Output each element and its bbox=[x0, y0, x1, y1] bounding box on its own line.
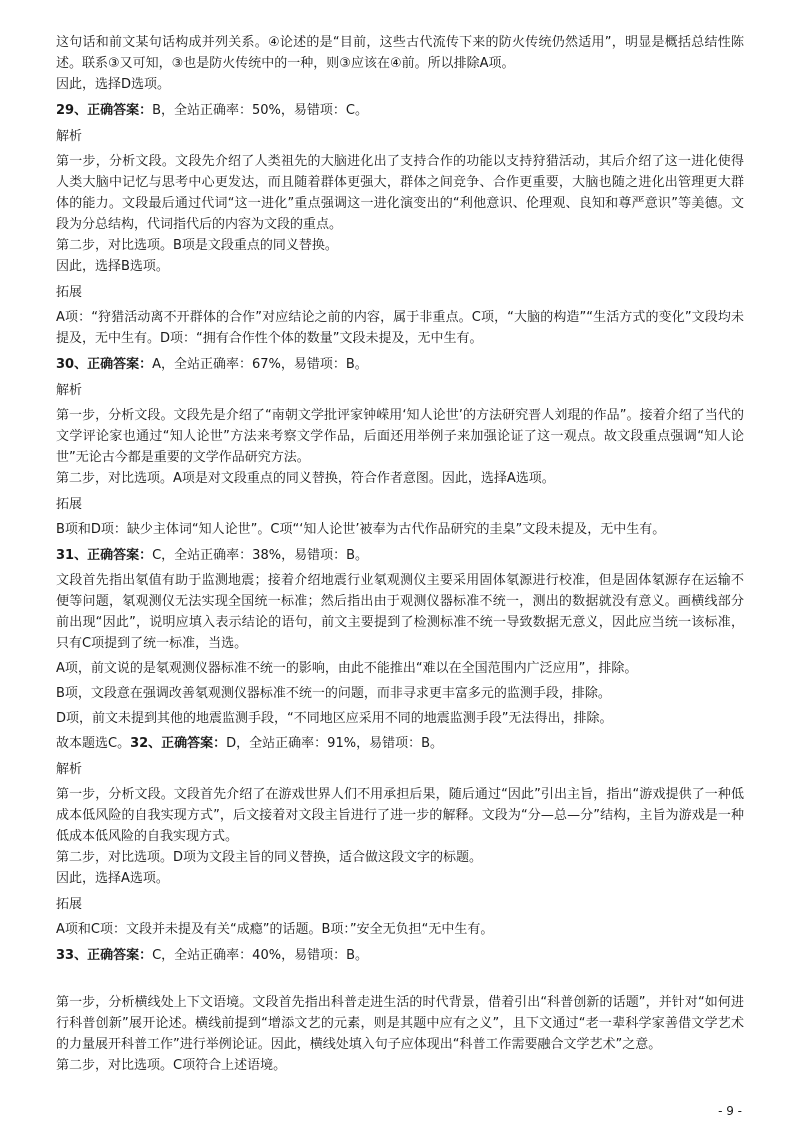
answer-heading-31 bbox=[56, 545, 744, 566]
paragraph: A项和C项：文段并未提及有关“成瘾”的话题。B项：”安全无负担“无中生有。 bbox=[56, 922, 494, 937]
page-number: - 9 - bbox=[718, 1104, 742, 1118]
answer-stats: C，全站正确率：40%，易错项：B。 bbox=[152, 948, 368, 963]
answer-stats: D，全站正确率：91%，易错项：B。 bbox=[226, 736, 443, 751]
section-label-analysis: 解析 bbox=[56, 762, 83, 777]
answer-stats: B，全站正确率：50%，易错项：C。 bbox=[152, 103, 368, 118]
paragraph: 因此，选择D选项。 bbox=[56, 77, 171, 92]
paragraph: 文段首先指出氡值有助于监测地震；接着介绍地震行业氡观测仪主要采用固体氡源进行校准，但是固体氡源存在运输不便等问题，氡观测仪无法实现全国统一标准；然后指出由于观测仪器标准不统一，测出的数据就没有意义。画横线部分前出现“因此”，说明应填入表示结论的语句，前文主要提到了检测标准不统一导致数据无意义，因此应当统一该标准，只有C项提到了统一标准，当选。 bbox=[56, 573, 744, 651]
section-label-extension: 拓展 bbox=[56, 897, 83, 912]
section-label-extension: 拓展 bbox=[56, 285, 83, 300]
answer-heading-29 bbox=[56, 100, 744, 121]
paragraph: B项，文段意在强调改善氡观测仪器标准不统一的问题，而非寻求更丰富多元的监测手段，排除。 bbox=[56, 686, 611, 701]
answer-label: 33、正确答案： bbox=[56, 948, 153, 963]
paragraph: 第一步，分析文段。文段首先介绍了在游戏世界人们不用承担后果，随后通过“因此”引出主旨，指出“游戏提供了一种低成本低风险的自我实现方式”，后文接着对文段主旨进行了进一步的解释。文段为“分—总—分”结构，主旨为游戏是一种低成本低风险的自我实现方式。 bbox=[56, 787, 744, 844]
answer-stats: A，全站正确率：67%，易错项：B。 bbox=[152, 357, 368, 372]
conclusion-text: 故本题选C。 bbox=[56, 736, 131, 751]
section-label-extension: 拓展 bbox=[56, 497, 83, 512]
paragraph: 第二步，对比选项。A项是对文段重点的同义替换，符合作者意图。因此，选择A选项。 bbox=[56, 471, 555, 486]
section-label-analysis: 解析 bbox=[56, 383, 83, 398]
section-label-analysis: 解析 bbox=[56, 129, 83, 144]
answer-label: 29、正确答案： bbox=[56, 103, 153, 118]
paragraph: D项，前文未提到其他的地震监测手段，“不同地区应采用不同的地震监测手段”无法得出，排除。 bbox=[56, 711, 613, 726]
paragraph: B项和D项：缺少主体词“知人论世”。C项“‘知人论世’被奉为古代作品研究的圭臬”文段未提及，无中生有。 bbox=[56, 522, 666, 537]
answer-heading-33 bbox=[56, 945, 744, 966]
blank-space bbox=[56, 966, 744, 988]
paragraph: 第一步，分析文段。文段先介绍了人类祖先的大脑进化出了支持合作的功能以支持狩猎活动，其后介绍了这一进化使得人类大脑中记忆与思考中心更发达，而且随着群体更强大，群体之间竞争、合作更重要，大脑也随之进化出管理更大群体的能力。文段最后通过代词“这一进化”重点强调这一进化演变出的“利他意识、伦理观、良知和尊严意识”等美德。文段为分总结构，代词指代后的内容为文段的重点。 bbox=[56, 154, 744, 232]
paragraph: 因此，选择A选项。 bbox=[56, 871, 169, 886]
paragraph: A项，前文说的是氡观测仪器标准不统一的影响，由此不能推出“难以在全国范围内广泛应用”，排除。 bbox=[56, 661, 638, 676]
answer-heading-32 bbox=[56, 733, 744, 754]
answer-label: 31、正确答案： bbox=[56, 548, 153, 563]
paragraph: 第一步，分析文段。文段先是介绍了“南朝文学批评家钟嵘用‘知人论世’的方法研究晋人刘琨的作品”。接着介绍了当代的文学评论家也通过“知人论世”方法来考察文学作品，后面还用举例子来加强论证了这一观点。故文段重点强调“知人论世”无论古今都是重要的文学作品研究方法。 bbox=[56, 408, 744, 465]
paragraph: 第二步，对比选项。B项是文段重点的同义替换。 bbox=[56, 238, 338, 253]
answer-label: 32、正确答案： bbox=[130, 736, 227, 751]
paragraph: 第一步，分析横线处上下文语境。文段首先指出科普走进生活的时代背景，借着引出“科普创新的话题”，并针对“如何进行科普创新”展开论述。横线前提到“增添文艺的元素，则是其题中应有之义”，且下文通过“老一辈科学家善借文学艺术的力量展开科普工作”进行举例论证。因此，横线处填入句子应体现出“科普工作需要融合文学艺术”之意。 bbox=[56, 995, 744, 1052]
paragraph: 这句话和前文某句话构成并列关系。④论述的是“目前，这些古代流传下来的防火传统仍然适用”，明显是概括总结性陈述。联系③又可知，③也是防火传统中的一种，则③应该在④前。所以排除A项。 bbox=[56, 35, 744, 71]
paragraph: 第二步，对比选项。D项为文段主旨的同义替换，适合做这段文字的标题。 bbox=[56, 850, 483, 865]
answer-heading-30 bbox=[56, 354, 744, 375]
paragraph: 第二步，对比选项。C项符合上述语境。 bbox=[56, 1058, 287, 1073]
paragraph: 因此，选择B选项。 bbox=[56, 259, 169, 274]
answer-label: 30、正确答案： bbox=[56, 357, 153, 372]
paragraph: A项：“狩猎活动离不开群体的合作”对应结论之前的内容，属于非重点。C项，“大脑的构造”“生活方式的变化”文段均未提及，无中生有。D项：“拥有合作性个体的数量”文段未提及，无中生有。 bbox=[56, 310, 744, 346]
answer-stats: C，全站正确率：38%，易错项：B。 bbox=[152, 548, 368, 563]
